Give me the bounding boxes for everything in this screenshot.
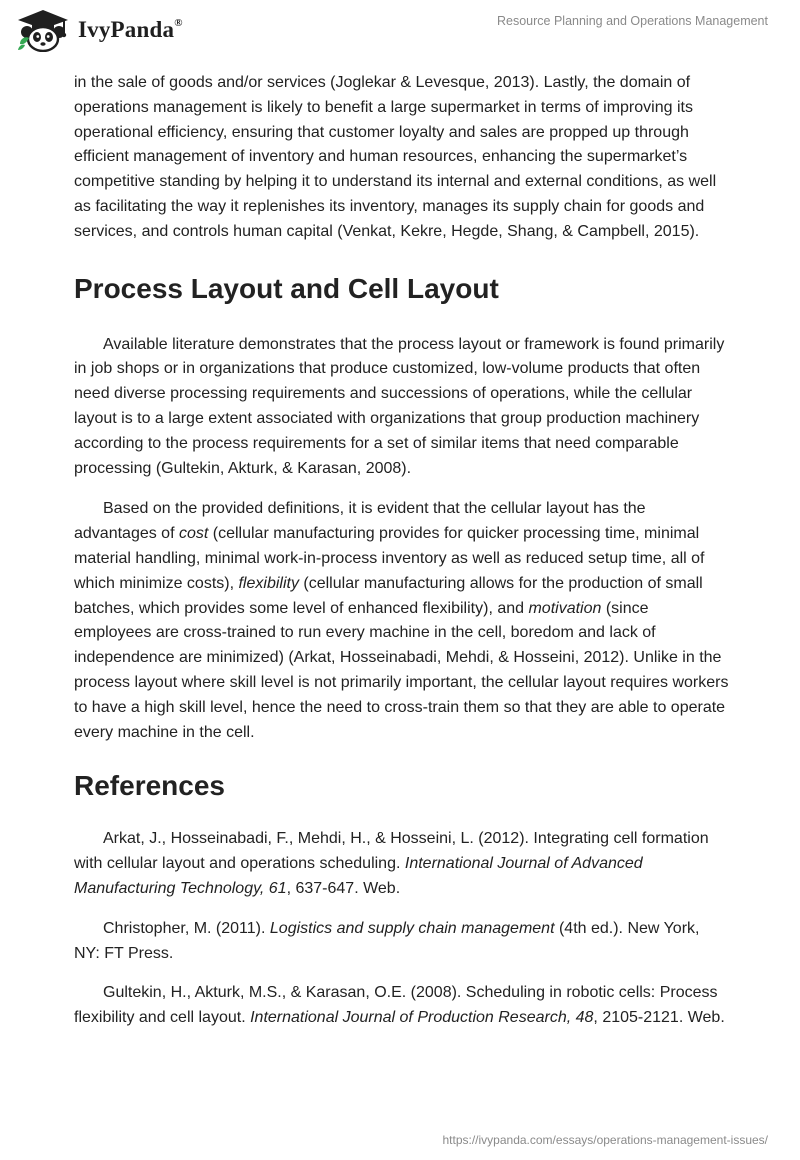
references-heading: References: [74, 770, 225, 802]
intro-paragraph: in the sale of goods and/or services (Joglekar & Levesque, 2013). Lastly, the domain of operations management is likely to benefit a large supermarket in terms of improving its operational efficiency, ensuring that customer loyalty and sales are propped up through efficient management of inventory and human resources, enhancing the supermarket’s competitive standing by helping it to understand its internal and external conditions, as well as facilitating the way it replenishes its inventory, manages its supply chain for goods and services, and controls human capital (Venkat, Kekre, Hegde, Shang, & Campbell, 2015).: [74, 74, 717, 240]
brand-logo[interactable]: [14, 8, 183, 52]
reference-item: Christopher, M. (2011). Logistics and supply chain management (4th ed.). New York, NY: FT Press.: [74, 919, 700, 962]
brand-name: IvyPanda®: [78, 17, 183, 42]
footer-url[interactable]: https://ivypanda.com/essays/operations-management-issues/: [442, 1133, 768, 1147]
panda-graduate-icon: [14, 8, 72, 52]
term-motivation: motivation: [528, 599, 602, 617]
body-paragraph-1: Available literature demonstrates that the process layout or framework is found primarily in job shops or in organizations that produce customized, low-volume products that often need diverse processing requirements and successions of operations, while the cellular layout is to a large extent associated with organizations that group production machinery according to the process requirements for a set of similar items that need comparable processing (Gultekin, Akturk, & Karasan, 2008).: [74, 335, 725, 477]
page-header: [0, 0, 800, 70]
term-cost: cost: [178, 525, 209, 543]
reference-item: Arkat, J., Hosseinabadi, F., Mehdi, H., & Hosseini, L. (2012). Integrating cell formation with cellular layout and operations scheduling. International Journal of Advanced Manufacturing Technology, 61, 637-647. Web.: [74, 830, 709, 897]
document-title: Resource Planning and Operations Management: [496, 14, 768, 28]
reference-item: Gultekin, H., Akturk, M.S., & Karasan, O.E. (2008). Scheduling in robotic cells: Process flexibility and cell layout. International Journal of Production Research, 48, 2105-2121. Web.: [74, 984, 725, 1027]
section-heading: Process Layout and Cell Layout: [74, 272, 499, 304]
body-paragraph-2: Based on the provided definitions, it is evident that the cellular layout has the advantages of cost (cellular manufacturing provides for quicker processing time, minimal material handling, minimal work-in-process inventory as well as reduced setup time, all of which minimize costs), flexibility (cellular manufacturing allows for the production of small batches, which provides some level of enhanced flexibility), and motivation (since employees are cross-trained to run every machine in the cell, boredom and lack of independence are minimized) (Arkat, Hosseinabadi, Mehdi, & Hosseini, 2012). Unlike in the process layout where skill level is not primarily important, the cellular layout requires workers to have a high skill level, hence the need to cross-train them so that they are able to operate every machine in the cell.: [74, 500, 729, 741]
term-flexibility: flexibility: [238, 574, 299, 592]
essay-content: [74, 71, 729, 1031]
